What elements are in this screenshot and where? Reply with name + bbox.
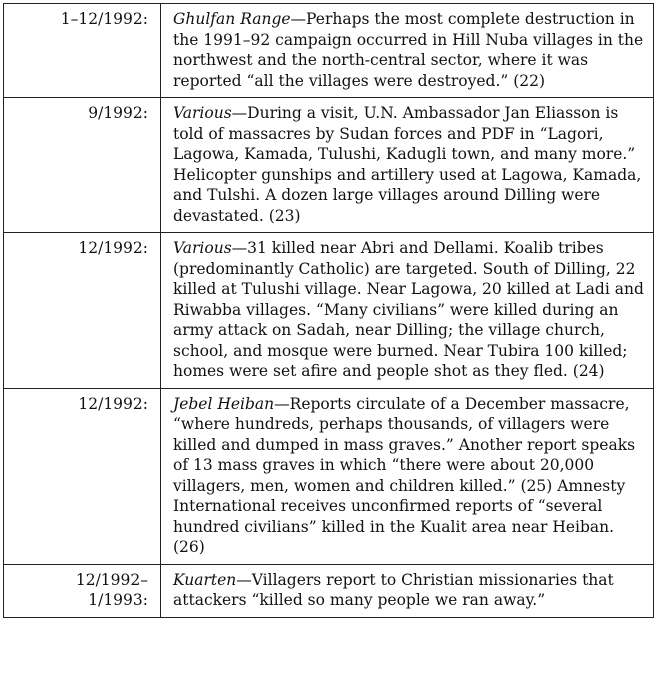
table-row	[4, 4, 654, 98]
date-cell	[4, 98, 161, 233]
table-row	[4, 98, 654, 233]
description-text: —31 killed near Abri and Dellami. Koalib tribes (predominantly Catholic) are targeted. South of Dilling, 22 killed at Tulushi village. Near Lagowa, 20 killed at Ladi and Riwabba villages. “Many civilians” were killed during an army attack on Sadah, near Dilling; the village church, school, and mosque were burned. Near Tubira 100 killed; homes were set afire and people shot as they fled. (24)	[173, 239, 644, 380]
place-name: Ghulfan Range	[173, 10, 291, 28]
description-cell	[161, 98, 654, 233]
description-text: —Perhaps the most complete destruction in the 1991–92 campaign occurred in Hill Nuba villages in the northwest and the north-central sector, where it was reported “all the villages were destroyed.” (22)	[173, 10, 644, 90]
date-text: 1–12/1992:	[60, 10, 148, 28]
date-text: 12/1992–	[75, 570, 148, 589]
date-cell	[4, 233, 161, 389]
description-text: —Villagers report to Christian missionaries that attackers “killed so many people we ran away.”	[173, 570, 614, 609]
table-row	[4, 233, 654, 389]
description-cell	[161, 388, 654, 564]
description-text: —Reports circulate of a December massacre, “where hundreds, perhaps thousands, of villagers were killed and dumped in mass graves.” Another report speaks of 13 mass graves in which “there were about 20,000 villagers, men, women and children killed.” (25) Amnesty International receives unconfirmed reports of “several hundred civilians” killed in the Kualit area near Heiban. (26)	[173, 394, 636, 556]
table-row	[4, 564, 654, 617]
description-cell	[161, 233, 654, 389]
place-name: Various	[173, 239, 232, 257]
table-row	[4, 388, 654, 564]
date-text: 12/1992:	[78, 239, 148, 257]
place-name: Various	[173, 104, 232, 122]
date-text: 12/1992:	[78, 394, 148, 413]
place-name: Jebel Heiban	[173, 394, 275, 413]
date-cell	[4, 564, 161, 617]
description-cell	[161, 4, 654, 98]
place-name: Kuarten	[173, 570, 237, 589]
chronology-table	[3, 3, 654, 618]
description-text: —During a visit, U.N. Ambassador Jan Eliasson is told of massacres by Sudan forces and PDF in “Lagori, Lagowa, Kamada, Tulushi, Kadugli town, and many more.” Helicopter gunships and artillery used at Lagowa, Kamada, and Tulshi. A dozen large villages around Dilling were devastated. (23)	[173, 104, 642, 225]
date-text-line2: 1/1993:	[88, 591, 148, 609]
description-cell	[161, 564, 654, 617]
date-cell	[4, 4, 161, 98]
date-cell	[4, 388, 161, 564]
date-text: 9/1992:	[88, 104, 148, 122]
